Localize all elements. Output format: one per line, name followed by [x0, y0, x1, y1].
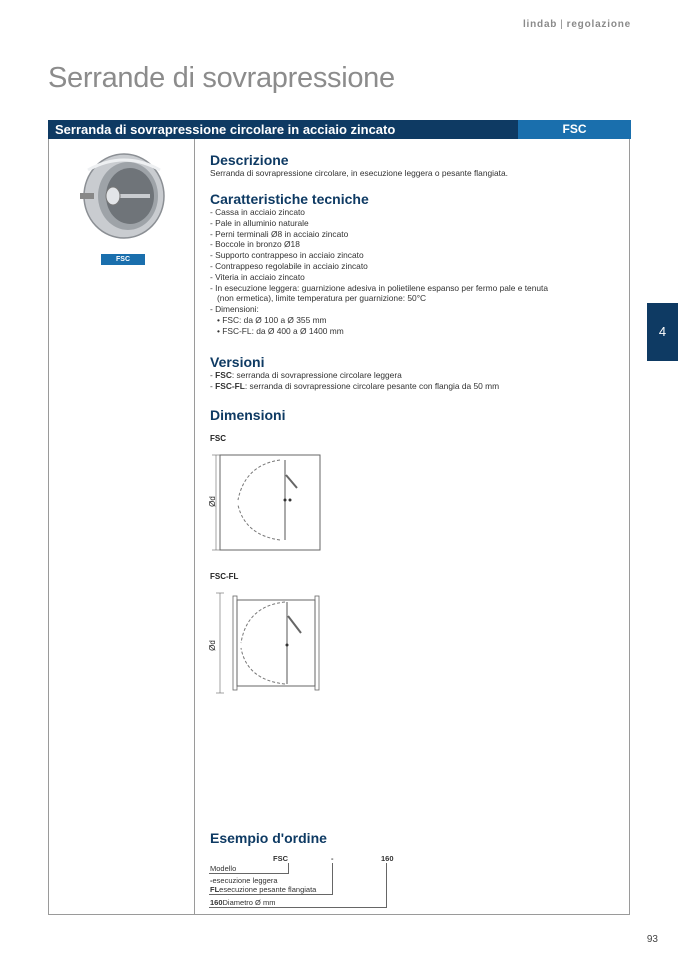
- versioni-text: : serranda di sovrapressione circolare leggera: [231, 370, 402, 380]
- versioni-item: - FSC-FL: serranda di sovrapressione circolare pesante con flangia da 50 mm: [210, 380, 500, 391]
- order-diam-code: 160: [210, 898, 223, 907]
- banner-title: Serranda di sovrapressione circolare in acciaio zincato: [55, 122, 396, 137]
- section-name: regolazione: [566, 19, 631, 30]
- brand-header: lindab | regolazione: [522, 19, 631, 30]
- order-code-dash: -: [331, 854, 334, 863]
- fsc-diagram: [200, 450, 330, 555]
- order-example: [209, 852, 409, 912]
- dimensioni-section: [210, 407, 620, 423]
- order-code-160: 160: [381, 854, 394, 863]
- descrizione-heading: Descrizione: [210, 152, 289, 168]
- descrizione-text: Serranda di sovrapressione circolare, in esecuzione leggera o pesante flangiata.: [210, 168, 508, 178]
- page-title: Serrande di sovrapressione: [48, 62, 395, 94]
- brand-name: lindab: [522, 19, 558, 30]
- order-diam: Diametro Ø mm: [222, 898, 276, 907]
- ordine-section: [210, 830, 620, 846]
- tecniche-item: - In esecuzione leggera: guarnizione adesiva in polietilene espanso per fermo pale e tenuta: [210, 282, 549, 293]
- tecniche-item: - Boccole in bronzo Ø18: [210, 239, 300, 250]
- column-divider: [194, 139, 195, 915]
- tecniche-section: [210, 191, 620, 337]
- versioni-item: - FSC: serranda di sovrapressione circolare leggera: [210, 370, 402, 380]
- tecniche-heading: Caratteristiche tecniche: [210, 191, 369, 207]
- diagram-dim-fscfl: Ød: [207, 640, 217, 651]
- versioni-code: FSC-FL: [215, 380, 245, 391]
- ordine-heading: Esempio d'ordine: [210, 830, 327, 846]
- diagram-label-fscfl: FSC-FL: [210, 572, 239, 581]
- order-leggera: esecuzione leggera: [212, 876, 278, 885]
- dimensioni-heading: Dimensioni: [210, 407, 286, 423]
- tecniche-item: • FSC-FL: da Ø 400 a Ø 1400 mm: [217, 325, 344, 336]
- diagram-dim-fsc: Ød: [207, 496, 217, 507]
- tecniche-item: - Viteria in acciaio zincato: [210, 271, 305, 282]
- chapter-tab[interactable]: 4: [647, 303, 678, 361]
- circular-damper-photo: [78, 150, 170, 240]
- tecniche-item: - Pale in alluminio naturale: [210, 217, 309, 228]
- versioni-code: FSC: [215, 370, 232, 380]
- tecniche-item: - Cassa in acciaio zincato: [210, 207, 305, 217]
- versioni-section: [210, 354, 620, 392]
- tecniche-item: - Perni terminali Ø8 in acciaio zincato: [210, 228, 349, 239]
- tecniche-item: - Dimensioni:: [210, 304, 259, 315]
- tecniche-item: - Supporto contrappeso in acciaio zincato: [210, 250, 364, 261]
- product-banner: [48, 120, 631, 139]
- fscfl-diagram: [205, 588, 330, 698]
- banner-code: FSC: [518, 120, 631, 139]
- order-leggera-code: -: [210, 876, 213, 885]
- order-code-fsc: FSC: [273, 854, 288, 863]
- versioni-text: : serranda di sovrapressione circolare pesante con flangia da 50 mm: [244, 380, 500, 391]
- descrizione-section: [210, 152, 620, 179]
- tecniche-item: • FSC: da Ø 100 a Ø 355 mm: [217, 314, 327, 325]
- order-fl: esecuzione pesante flangiata: [219, 885, 317, 894]
- order-fl-code: FL: [210, 885, 220, 894]
- tecniche-item: (non ermetica), limite temperatura per guarnizione: 50°C: [217, 293, 427, 304]
- versioni-heading: Versioni: [210, 354, 265, 370]
- page-number: 93: [646, 934, 658, 945]
- diagram-label-fsc: FSC: [210, 434, 226, 443]
- tecniche-item: - Contrappeso regolabile in acciaio zincato: [210, 260, 368, 271]
- order-modello: Modello: [210, 864, 237, 873]
- product-tag: FSC: [101, 254, 145, 265]
